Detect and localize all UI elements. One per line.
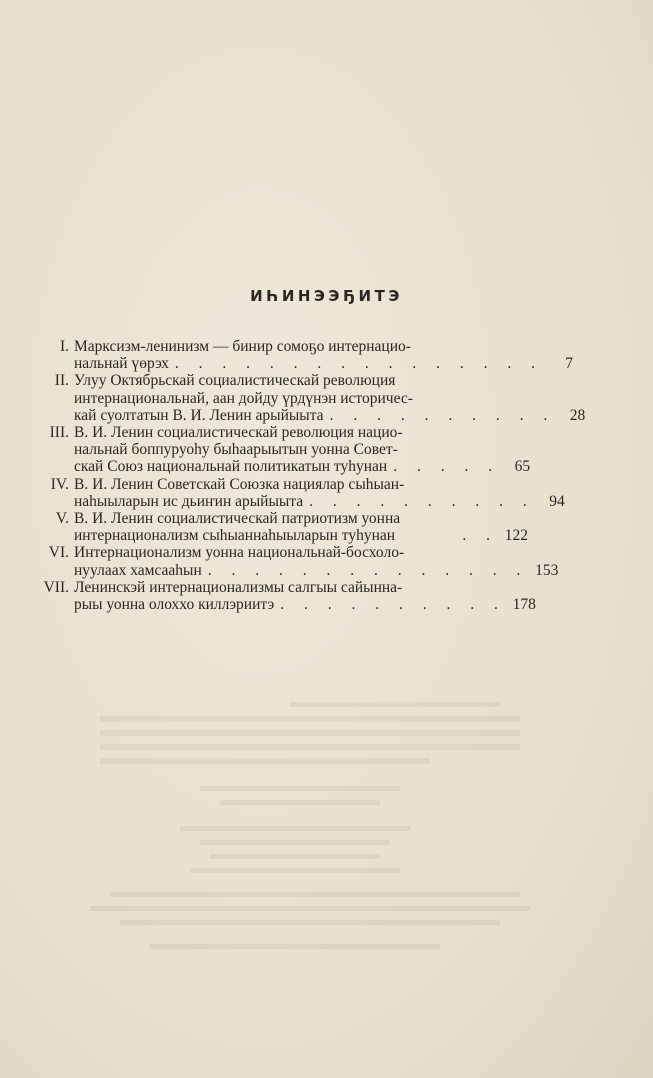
chapter-title <box>74 476 535 510</box>
title-line: Интернационализм уонна национальнай-босхоло- <box>74 544 405 562</box>
toc-entry-2[interactable] <box>36 372 586 424</box>
title-line: нальнай үөрэх <box>74 355 169 373</box>
page-number: 28 <box>569 406 586 424</box>
page-number: 65 <box>514 458 531 476</box>
bleed-through-text <box>90 700 530 965</box>
chapter-number: III. <box>49 424 69 442</box>
chapter-title <box>74 338 543 372</box>
page-number: 122 <box>504 527 528 545</box>
title-line: интернациональнай, аан дойду үрдүнэн историчес- <box>74 389 413 407</box>
leader-dots: . . . . . <box>393 458 501 476</box>
toc-entry-3[interactable] <box>36 424 531 476</box>
page-number: 7 <box>565 355 574 373</box>
toc-entry-5[interactable] <box>36 510 528 544</box>
title-line: В. И. Ленин социалистическай патриотизм уонна <box>74 510 401 528</box>
chapter-number: VII. <box>43 578 69 596</box>
title-line: Ленинскэй интернационализмы салгыы сайынна- <box>74 578 403 596</box>
page-number: 94 <box>549 492 565 510</box>
page-title: ИҺИНЭЭҔИТЭ <box>250 287 403 305</box>
title-line: Марксизм-ленинизм — бинир сомоҕо интернацио- <box>74 338 411 355</box>
toc-entry-7[interactable] <box>36 578 536 614</box>
bleed-through-lines <box>90 700 530 960</box>
title-line: В. И. Ленин социалистическай революция нацио- <box>74 424 403 442</box>
chapter-title <box>74 372 555 424</box>
toc-entry-6[interactable] <box>36 544 559 579</box>
title-line: Улуу Октябрьскай социалистическай революция <box>74 372 396 390</box>
title-line: рыы уонна олоххо киллэриитэ <box>74 596 275 614</box>
page-number: 178 <box>512 596 536 614</box>
chapter-number: V. <box>55 510 69 528</box>
chapter-title <box>74 510 498 544</box>
leader-dots: . . . . . . . . . . . . . . . . <box>174 355 544 373</box>
toc-entry-4[interactable] <box>36 475 565 510</box>
title-line: нуулаах хамсааһын <box>74 561 202 579</box>
leader-dots: . . <box>462 527 498 545</box>
chapter-number: VI. <box>48 544 69 562</box>
chapter-number: I. <box>59 338 69 355</box>
title-line: кай суолтатын В. И. Ленин арыйыыта <box>74 406 324 424</box>
chapter-title <box>74 544 528 578</box>
title-line: В. И. Ленин Советскай Союзка нациялар сыһыан- <box>74 475 405 493</box>
title-line: интернационализм сыһыаннаһыыларын туһунан <box>74 527 396 545</box>
title-line: наһыыларын ис дьиҥин арыйыыта <box>74 492 304 510</box>
title-line: нальнай боппуруоһу быһаарыытын уонна Совет- <box>74 441 398 459</box>
table-of-contents <box>36 338 586 614</box>
chapter-number: IV. <box>50 475 69 493</box>
page-number: 153 <box>535 561 559 579</box>
chapter-title <box>74 424 500 476</box>
toc-entry-1[interactable] <box>36 338 574 373</box>
chapter-number: II. <box>54 372 69 390</box>
leader-dots: . . . . . . . . . . <box>309 492 535 510</box>
title-line: скай Союз национальнай политикатын туһунан <box>74 458 388 476</box>
chapter-title <box>74 579 506 613</box>
leader-dots: . . . . . . . . . . . . . . <box>207 561 529 579</box>
leader-dots: . . . . . . . . . . <box>280 596 506 614</box>
leader-dots: . . . . . . . . . . <box>329 406 556 424</box>
